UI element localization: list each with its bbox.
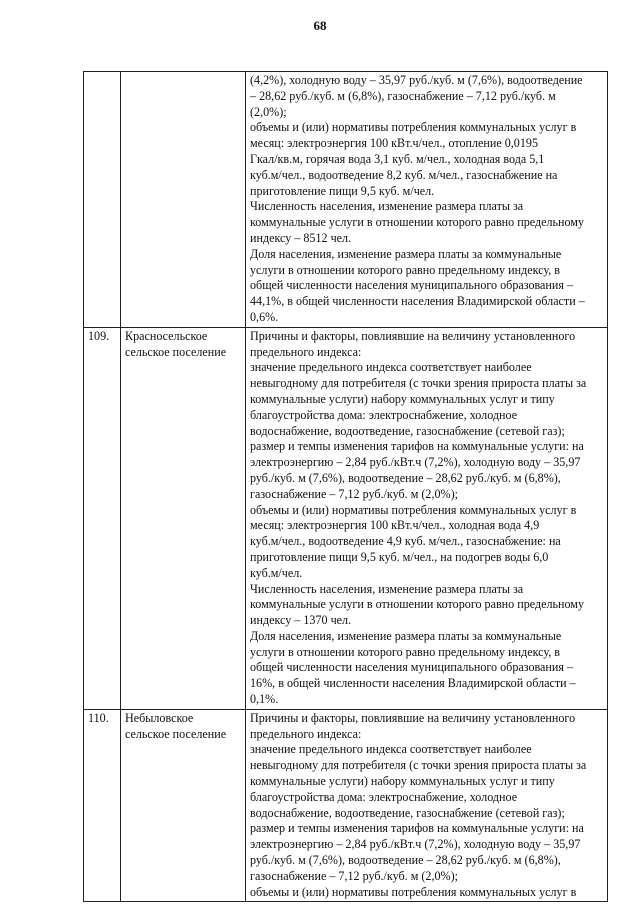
description-line: электроэнергию – 2,84 руб./кВт.ч (7,2%), холодную воду – 35,97 [250,455,581,470]
municipality-name-line: Небыловское [125,710,194,725]
description-line: Гкал/кв.м, горячая вода 3,1 куб. м/чел., холодная вода 5,1 [250,151,545,166]
description-line: индексу – 1370 чел. [250,613,352,628]
description-line: куб.м/чел., водоотведение 8,2 куб. м/чел., газоснабжение на [250,167,558,182]
description-line: руб./куб. м (7,6%), водоотведение – 28,62 руб./куб. м (6,8%), [250,853,561,868]
description-line: руб./куб. м (7,6%), водоотведение – 28,62 руб./куб. м (6,8%), [250,470,561,485]
description-line: газоснабжение – 7,12 руб./куб. м (2,0%); [250,486,458,501]
description-line: водоснабжение, водоотведение, газоснабжение (сетевой газ); [250,805,565,820]
description-line: общей численности населения муниципального образования – [250,660,573,675]
description-line: размер и темпы изменения тарифов на коммунальные услуги: на [250,439,584,454]
description-line: Численность населения, изменение размера платы за [250,199,524,214]
description-line: объемы и (или) нормативы потребления коммунальных услуг в [250,884,577,899]
municipality-name-cell [121,327,246,709]
description-line: – 28,62 руб./куб. м (6,8%), газоснабжение – 7,12 руб./куб. м [250,88,556,103]
description-cell [246,709,608,902]
row-number-cell [84,327,121,709]
municipality-name-line: сельское поселение [125,726,227,741]
description-line: индексу – 8512 чел. [250,230,352,245]
description-line: коммунальные услуги) набору коммунальных услуг и типу [250,774,555,789]
description-line: куб.м/чел. [250,565,303,580]
row-number: 109. [88,328,110,343]
description-line: 0,1%. [250,692,279,707]
row-number: 110. [88,710,109,725]
description-line: Численность населения, изменение размера платы за [250,581,524,596]
description-line: общей численности населения муниципального образования – [250,278,573,293]
municipality-name-cell [121,709,246,902]
description-line: газоснабжение – 7,12 руб./куб. м (2,0%); [250,868,458,883]
description-line: значение предельного индекса соответствует наиболее [250,742,532,757]
description-line: благоустройства дома: электроснабжение, холодное [250,789,518,804]
description-line: приготовление пищи 9,5 куб. м/чел. [250,183,435,198]
description-line: 16%, в общей численности населения Владимирской области – [250,676,576,691]
description-line: Причины и факторы, повлиявшие на величину установленного [250,328,576,343]
description-line: благоустройства дома: электроснабжение, холодное [250,407,518,422]
description-line: размер и темпы изменения тарифов на коммунальные услуги: на [250,821,584,836]
table-row [84,327,608,709]
description-line: Доля населения, изменение размера платы за коммунальные [250,246,562,261]
description-line: месяц: электроэнергия 100 кВт.ч/чел., холодная вода 4,9 [250,518,540,533]
tariff-index-table [83,71,608,902]
table-body [84,72,608,902]
description-line: коммунальные услуги в отношении которого равно предельному [250,597,585,612]
description-line: значение предельного индекса соответствует наиболее [250,360,532,375]
description-line: невыгодному для потребителя (с точки зрения прироста платы за [250,758,587,773]
page-number: 68 [313,18,327,33]
description-line: Доля населения, изменение размера платы за коммунальные [250,628,562,643]
description-line: куб.м/чел., водоотведение 4,9 куб. м/чел., газоснабжение: на [250,534,561,549]
municipality-name-line: Красносельское [125,328,208,343]
description-line: услуги в отношении которого равно предельному индексу, в [250,262,560,277]
municipality-name-cell [121,72,246,328]
description-line: предельного индекса: [250,344,362,359]
description-line: приготовление пищи 9,5 куб. м/чел., на подогрев воды 6,0 [250,549,549,564]
description-line: Причины и факторы, повлиявшие на величину установленного [250,710,576,725]
table-row [84,709,608,902]
description-line: 44,1%, в общей численности населения Владимирской области – [250,294,585,309]
municipality-name-line: сельское поселение [125,344,227,359]
description-line: месяц: электроэнергия 100 кВт.ч/чел., отопление 0,0195 [250,136,538,151]
description-line: электроэнергию – 2,84 руб./кВт.ч (7,2%), холодную воду – 35,97 [250,837,581,852]
description-line: коммунальные услуги в отношении которого равно предельному [250,215,585,230]
description-line: 0,6%. [250,309,279,324]
row-number-cell [84,709,121,902]
description-line: (4,2%), холодную воду – 35,97 руб./куб. м (7,6%), водоотведение [250,73,583,87]
description-line: объемы и (или) нормативы потребления коммунальных услуг в [250,120,577,135]
description-line: услуги в отношении которого равно предельному индексу, в [250,644,560,659]
description-line: коммунальные услуги) набору коммунальных услуг и типу [250,391,555,406]
description-line: водоснабжение, водоотведение, газоснабжение (сетевой газ); [250,423,565,438]
row-number-cell [84,72,121,328]
description-cell [246,72,608,328]
description-line: предельного индекса: [250,726,362,741]
description-line: объемы и (или) нормативы потребления коммунальных услуг в [250,502,577,517]
table-row [84,72,608,328]
description-cell [246,327,608,709]
description-line: (2,0%); [250,104,287,119]
description-line: невыгодному для потребителя (с точки зрения прироста платы за [250,376,587,391]
